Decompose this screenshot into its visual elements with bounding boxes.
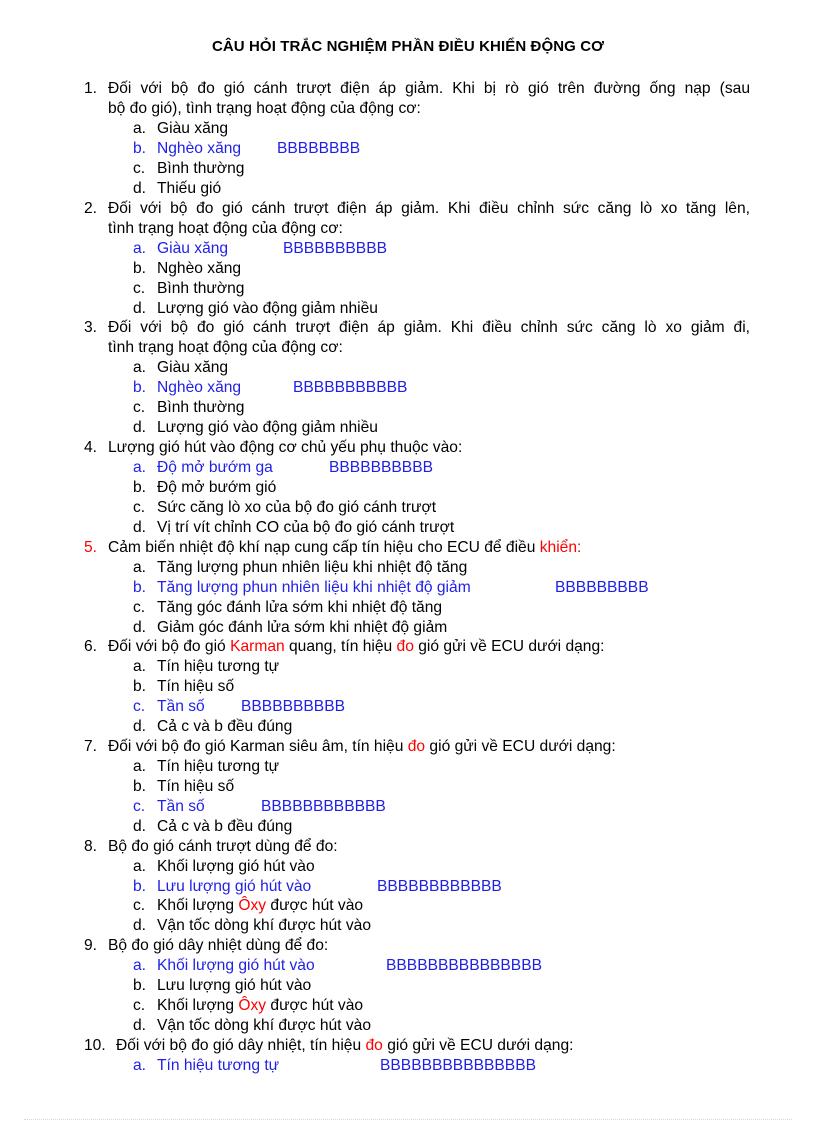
option-a: Khối lượng gió hút vào — [157, 858, 315, 875]
option-letter: d. — [133, 917, 147, 934]
option-text-part: được hút vào — [266, 997, 364, 1014]
option-letter: b. — [133, 977, 147, 994]
option-text-part: được hút vào — [266, 897, 364, 914]
answer-mark: BBBBBBBBBB — [329, 459, 434, 476]
option-text-highlight: Ôxy — [238, 897, 267, 914]
answer-mark: BBBBBBBBB — [555, 579, 649, 596]
option-letter: c. — [133, 399, 146, 416]
answer-mark: BBBBBBBBBBBB — [261, 798, 386, 815]
option-a-answer: Giàu xăng — [157, 240, 229, 257]
answer-mark: BBBBBBBBBBB — [293, 379, 408, 396]
question-text — [108, 637, 605, 657]
option-text-highlight: Ôxy — [238, 997, 267, 1014]
option-a: Giàu xăng — [157, 120, 229, 137]
option-d: Vận tốc dòng khí được hút vào — [157, 1017, 371, 1034]
option-c-answer: Tần số — [157, 698, 205, 715]
option-letter: c. — [133, 499, 146, 516]
question-text-highlight: Karman — [230, 638, 285, 655]
option-a-answer: Khối lượng gió hút vào — [157, 957, 315, 974]
option-letter: c. — [133, 698, 146, 715]
option-letter: d. — [133, 180, 147, 197]
option-c-answer: Tần số — [157, 798, 205, 815]
question-text-cont: tình trạng hoạt động của động cơ: — [108, 220, 343, 237]
question-text: Đối với bộ đo gió cánh trượt điện áp giảm. Khi điều chỉnh sức căng lò xo tăng lên, — [108, 200, 750, 217]
question-text-part: Đối với bộ đo gió — [108, 638, 231, 655]
question-text-cont: bộ đo gió), tình trạng hoạt động của động cơ: — [108, 100, 421, 117]
option-letter: a. — [133, 359, 147, 376]
option-b-answer: Lưu lượng gió hút vào — [157, 878, 312, 895]
question-text: Lượng gió hút vào động cơ chủ yếu phụ thuộc vào: — [108, 439, 463, 456]
option-c: Sức căng lò xo của bộ đo gió cánh trượt — [157, 499, 437, 516]
option-d: Thiếu gió — [157, 180, 222, 197]
option-a: Giàu xăng — [157, 359, 229, 376]
option-letter: a. — [133, 559, 147, 576]
question-text-part: Đối với bộ đo gió dây nhiệt, tín hiệu — [116, 1037, 366, 1054]
question-number: 3. — [84, 319, 98, 336]
option-letter: d. — [133, 1017, 147, 1034]
option-d: Lượng gió vào động giảm nhiều — [157, 419, 378, 436]
question-text — [116, 1036, 573, 1056]
question-number: 10. — [84, 1037, 106, 1054]
question-text-highlight: đo — [365, 1037, 383, 1054]
question-text: Bộ đo gió dây nhiệt dùng để đo: — [108, 937, 329, 954]
option-letter: c. — [133, 599, 146, 616]
answer-mark: BBBBBBBBBB — [241, 698, 346, 715]
question-number: 8. — [84, 838, 98, 855]
option-c: Tăng góc đánh lửa sớm khi nhiệt độ tăng — [157, 599, 443, 616]
question-number: 4. — [84, 439, 98, 456]
question-text-part: gió gửi về ECU dưới dạng: — [425, 738, 616, 755]
option-a: Tăng lượng phun nhiên liệu khi nhiệt độ tăng — [157, 559, 468, 576]
page-title: CÂU HỎI TRẮC NGHIỆM PHẦN ĐIỀU KHIỂN ĐỘNG CƠ — [211, 38, 605, 55]
option-letter: b. — [133, 579, 147, 596]
question-text — [108, 538, 581, 558]
option-c: Bình thường — [157, 280, 245, 297]
option-letter: d. — [133, 519, 147, 536]
option-letter: d. — [133, 419, 147, 436]
option-letter: a. — [133, 858, 147, 875]
question-text-highlight: khiển: — [539, 539, 582, 556]
question-text-part: gió gửi về ECU dưới dạng: — [382, 1037, 574, 1054]
question-number: 2. — [84, 200, 98, 217]
option-letter: b. — [133, 379, 147, 396]
option-letter: c. — [133, 897, 146, 914]
option-letter: b. — [133, 260, 147, 277]
option-b: Độ mở bướm gió — [157, 479, 277, 496]
option-a-answer: Tín hiệu tương tự — [157, 1057, 280, 1074]
answer-mark: BBBBBBBB — [277, 140, 361, 157]
option-a: Tín hiệu tương tự — [157, 758, 280, 775]
option-d: Vận tốc dòng khí được hút vào — [157, 917, 371, 934]
question-number: 7. — [84, 738, 98, 755]
option-letter: a. — [133, 957, 147, 974]
option-letter: b. — [133, 778, 147, 795]
option-letter: a. — [133, 1057, 147, 1074]
question-text-part: gió gửi về ECU dưới dạng: — [413, 638, 605, 655]
option-d: Cả c và b đều đúng — [157, 718, 293, 735]
option-c — [157, 996, 363, 1016]
question-number: 9. — [84, 937, 98, 954]
option-b-answer: Nghèo xăng — [157, 140, 242, 157]
option-letter: d. — [133, 619, 147, 636]
question-text: Bộ đo gió cánh trượt dùng để đo: — [108, 838, 338, 855]
option-text-part: Khối lượng — [157, 997, 239, 1014]
option-letter: d. — [133, 718, 147, 735]
option-letter: d. — [133, 818, 147, 835]
option-letter: c. — [133, 160, 146, 177]
question-text-part: Đối với bộ đo gió Karman siêu âm, tín hiệu — [108, 738, 408, 755]
option-c: Bình thường — [157, 399, 245, 416]
option-letter: a. — [133, 758, 147, 775]
option-d: Vị trí vít chỉnh CO của bộ đo gió cánh trượt — [157, 519, 455, 536]
question-text-highlight: đo — [407, 738, 426, 755]
option-a: Tín hiệu tương tự — [157, 658, 280, 675]
option-letter: a. — [133, 658, 147, 675]
answer-mark: BBBBBBBBBB — [283, 240, 388, 257]
question-text-part: quang, tín hiệu — [284, 638, 397, 655]
option-b: Nghèo xăng — [157, 260, 242, 277]
question-number: 6. — [84, 638, 98, 655]
option-b: Lưu lượng gió hút vào — [157, 977, 312, 994]
question-text-highlight: đo — [396, 638, 414, 655]
option-letter: c. — [133, 280, 146, 297]
option-letter: a. — [133, 120, 147, 137]
option-d: Lượng gió vào động giảm nhiều — [157, 300, 378, 317]
option-c — [157, 896, 363, 916]
option-letter: b. — [133, 678, 147, 695]
option-b-answer: Nghèo xăng — [157, 379, 242, 396]
option-b: Tín hiệu số — [157, 678, 235, 695]
option-d: Cả c và b đều đúng — [157, 818, 293, 835]
answer-mark: BBBBBBBBBBBBBBB — [380, 1057, 537, 1074]
option-letter: d. — [133, 300, 147, 317]
option-letter: a. — [133, 459, 147, 476]
option-letter: b. — [133, 140, 147, 157]
question-text-cont: tình trạng hoạt động của động cơ: — [108, 339, 343, 356]
question-number: 5. — [84, 539, 98, 556]
question-text — [108, 737, 616, 757]
option-letter: b. — [133, 878, 147, 895]
option-letter: b. — [133, 479, 147, 496]
question-number: 1. — [84, 80, 98, 97]
question-text: Đối với bộ đo gió cánh trượt điện áp giảm. Khi bị rò gió trên đường ống nạp (sau — [108, 80, 750, 97]
option-letter: a. — [133, 240, 147, 257]
option-b: Tín hiệu số — [157, 778, 235, 795]
option-letter: c. — [133, 798, 146, 815]
option-c: Bình thường — [157, 160, 245, 177]
page-bottom-border — [24, 1119, 792, 1120]
option-text-part: Khối lượng — [157, 897, 239, 914]
answer-mark: BBBBBBBBBBBBBBB — [386, 957, 543, 974]
option-letter: c. — [133, 997, 146, 1014]
question-text-main: Cảm biến nhiệt độ khí nạp cung cấp tín hiệu cho ECU để điều — [108, 539, 540, 556]
option-b-answer: Tăng lượng phun nhiên liệu khi nhiệt độ giảm — [157, 579, 471, 596]
question-text: Đối với bộ đo gió cánh trượt điện áp giảm. Khi điều chỉnh sức căng lò xo giảm đi, — [108, 319, 750, 336]
option-a-answer: Độ mở bướm ga — [157, 459, 273, 476]
option-d: Giảm góc đánh lửa sớm khi nhiệt độ giảm — [157, 619, 448, 636]
answer-mark: BBBBBBBBBBBB — [377, 878, 502, 895]
